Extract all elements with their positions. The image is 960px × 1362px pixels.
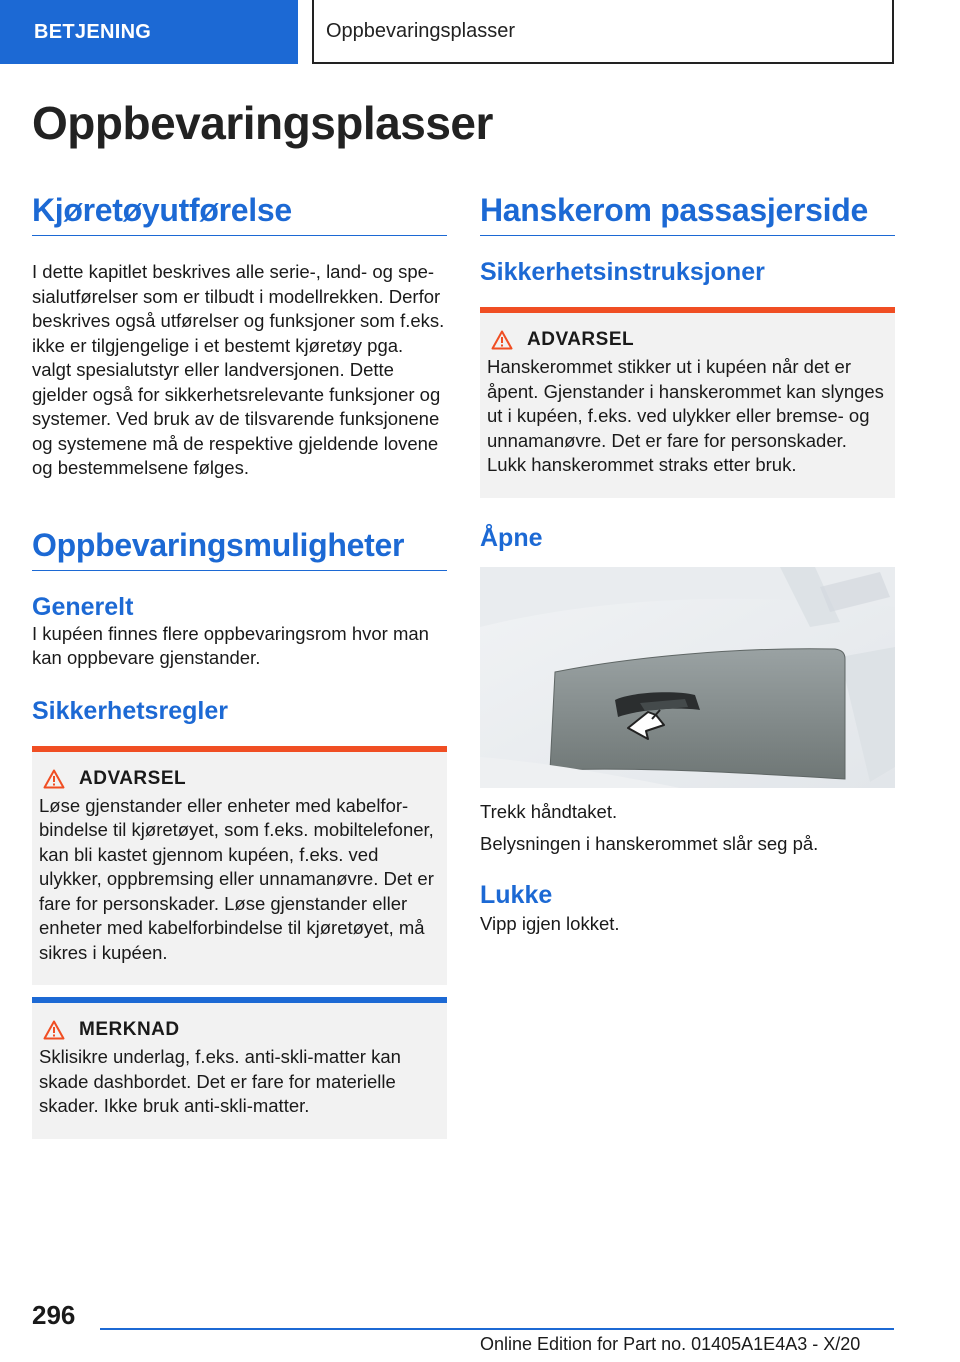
- open-heading: Åpne: [480, 523, 543, 552]
- open-step-2: Belysningen i hanskerommet slår seg på.: [480, 833, 819, 854]
- warning-triangle-icon: [491, 330, 513, 350]
- footer-rule: [100, 1328, 894, 1330]
- chapter-tab: [312, 0, 894, 64]
- warning-box: [480, 307, 895, 498]
- left-column: [32, 192, 447, 1139]
- section-tab[interactable]: [0, 0, 298, 64]
- general-text: I kupéen finnes flere oppbevaringsrom hvor man kan oppbevare gjenstander.: [32, 622, 429, 668]
- note-box: [32, 997, 447, 1139]
- glovebox-heading: Hanskerom passasjerside: [480, 192, 895, 236]
- glovebox-photo: [480, 567, 895, 788]
- storage-heading: Oppbevaringsmuligheter: [32, 527, 447, 571]
- section-label: BETJENING: [34, 20, 152, 43]
- warning-text: Løse gjenstander eller enheter med kabelforbindelse til kjøretøyet, som f.eks. mobiltelefoner, kan bli kastet gjennom kupéen, f.eks. ved ulykker, oppbremsing eller unnamanøvre. Det er fare for personskader. Løse gjenstander eller enheter med kabelforbindelse til kjøretøyet, må sikres i kupéen.: [39, 794, 434, 963]
- vehicle-text: I dette kapitlet beskrives alle serie-, land- og spesialutførelser som er tilbudt i modellrekken. Derfor beskrives også utførelser og funksjoner som f.eks. ikke er tilgjengelige i et bestemt kjøretøy pga. valgt spesialutstyr eller landversjonen. Dette gjelder også for sikkerhetsrelevante funksjoner og systemer. Ved bruk av de tilsvarende funksjonene og systemene må de respektive gjeldende lovene og bestemmelsene følges.: [32, 261, 445, 478]
- close-text: Vipp igjen lokket.: [480, 912, 620, 934]
- warning-text: Hanskerommet stikker ut i kupéen når det er åpent. Gjenstander i hanskerommet kan slynges ut i kupéen, f.eks. ved ulykker eller bremse- og unnamanøvre. Det er fare for personskader. Lukk hanskerommet straks etter bruk.: [487, 356, 884, 475]
- warning-box: [32, 746, 447, 986]
- warning-label: ADVARSEL: [79, 767, 187, 789]
- note-text: Sklisikre underlag, f.eks. anti-skli-matter kan skade dashbordet. Det er fare for materielle skader. Ikke bruk anti-skli-matter.: [39, 1046, 401, 1116]
- page-title: Oppbevaringsplasser: [32, 97, 493, 149]
- edition-link[interactable]: Online Edition for Part no. 01405A1E4A3 - X/20: [480, 1334, 861, 1354]
- close-heading: Lukke: [480, 880, 553, 909]
- right-column: [480, 192, 895, 936]
- open-step-1: Trekk håndtaket.: [480, 800, 618, 822]
- chapter-label: Oppbevaringsplasser: [326, 19, 515, 42]
- warning-triangle-icon: [43, 1020, 65, 1040]
- vehicle-heading: Kjøretøyutførelse: [32, 192, 447, 236]
- warning-triangle-icon: [43, 769, 65, 789]
- note-label: MERKNAD: [79, 1019, 180, 1040]
- page-number: 296: [32, 1300, 76, 1330]
- general-heading: Generelt: [32, 592, 134, 621]
- safety-heading: Sikkerhetsregler: [32, 696, 228, 725]
- warning-label: ADVARSEL: [527, 329, 635, 350]
- safety-instructions-heading: Sikkerhetsinstruksjoner: [480, 258, 765, 286]
